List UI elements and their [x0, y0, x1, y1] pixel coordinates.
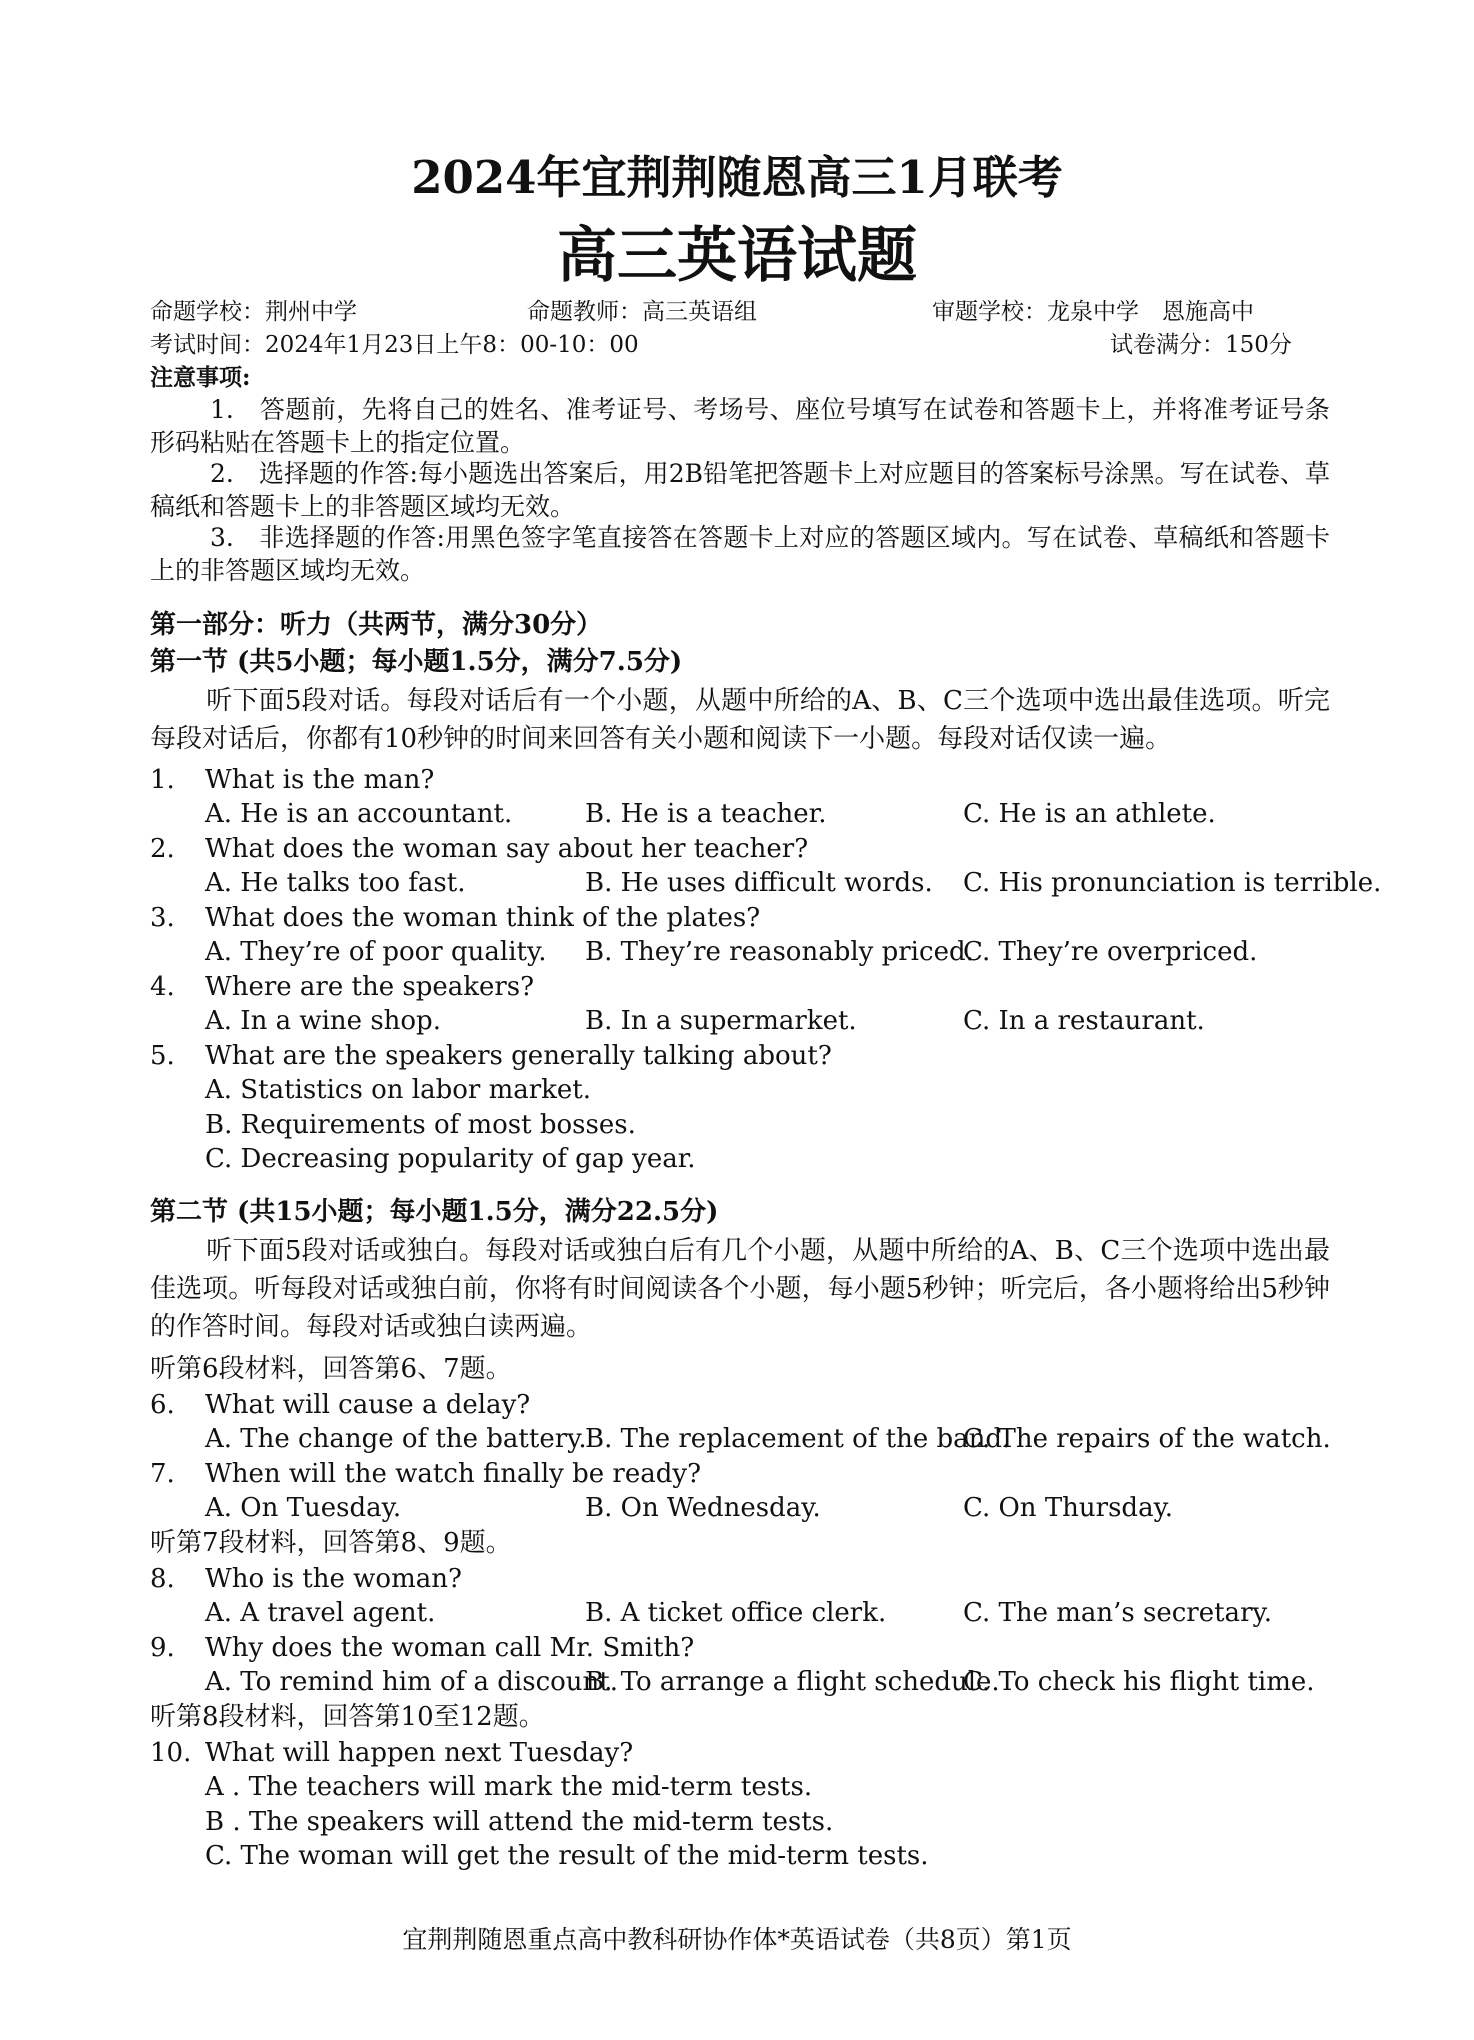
option-c: C. On Thursday. [963, 1493, 1174, 1523]
option-a: A. In a wine shop. [205, 1006, 441, 1036]
part1-heading: 第一部分：听力（共两节，满分30分） [150, 610, 603, 640]
material-8-note: 听第8段材料，回答第10至12题。 [150, 1702, 545, 1732]
option-c: C. They’re overpriced. [963, 937, 1258, 967]
notice-item-1: 1. 答题前，先将自己的姓名、准考证号、考场号、座位号填写在试卷和答题卡上，并将准考证号条形码粘贴在答题卡上的指定位置。 [150, 395, 1330, 457]
option-b: B. They’re reasonably priced. [585, 937, 974, 967]
option-b: B. In a supermarket. [585, 1006, 857, 1036]
section1-heading: 第一节 (共5小题；每小题1.5分，满分7.5分) [150, 647, 683, 677]
exam-subtitle: 高三英语试题 [557, 221, 917, 291]
question-text: What does the woman say about her teacher? [205, 834, 809, 864]
notice-item-3: 3. 非选择题的作答:用黑色签字笔直接答在答题卡上对应的答题区域内。写在试卷、草稿纸和答题卡上的非答题区域均无效。 [150, 523, 1330, 585]
option-b: B. Requirements of most bosses. [205, 1110, 636, 1140]
option-b: B. On Wednesday. [585, 1493, 821, 1523]
question-number: 10. [150, 1738, 192, 1768]
option-c: C. The man’s secretary. [963, 1598, 1272, 1628]
option-a: A . The teachers will mark the mid-term tests. [205, 1772, 813, 1802]
question-number: 7. [150, 1459, 175, 1489]
question-text: What does the woman think of the plates? [205, 903, 761, 933]
option-a: A. He talks too fast. [205, 868, 466, 898]
question-number: 3. [150, 903, 175, 933]
question-number: 8. [150, 1564, 175, 1594]
material-6-note: 听第6段材料，回答第6、7题。 [150, 1354, 512, 1384]
question-text: What will cause a delay? [205, 1390, 531, 1420]
question-number: 6. [150, 1390, 175, 1420]
question-number: 1. [150, 765, 175, 795]
option-b: B. The replacement of the band. [585, 1424, 1011, 1454]
option-c: C. He is an athlete. [963, 799, 1216, 829]
section1-instructions: 听下面5段对话。每段对话后有一个小题，从题中所给的A、B、C三个选项中选出最佳选项。听完每段对话后，你都有10秒钟的时间来回答有关小题和阅读下一小题。每段对话仅读一遍。 [150, 686, 1330, 754]
option-a: A. Statistics on labor market. [205, 1075, 592, 1105]
question-text: What are the speakers generally talking about? [205, 1041, 832, 1071]
setter-teacher: 命题教师：高三英语组 [527, 299, 757, 325]
option-c: C. To check his flight time. [963, 1667, 1315, 1697]
question-text: What will happen next Tuesday? [205, 1738, 634, 1768]
review-schools: 审题学校：龙泉中学 恩施高中 [932, 299, 1254, 325]
question-text: Where are the speakers? [205, 972, 535, 1002]
option-c: C. In a restaurant. [963, 1006, 1205, 1036]
notice-item-2: 2. 选择题的作答:每小题选出答案后，用2B铅笔把答题卡上对应题目的答案标号涂黑。写在试卷、草稿纸和答题卡上的非答题区域均无效。 [150, 459, 1330, 521]
option-a: A. The change of the battery. [205, 1424, 587, 1454]
option-a: A. He is an accountant. [205, 799, 513, 829]
option-a: A. On Tuesday. [205, 1493, 402, 1523]
option-a: A. A travel agent. [205, 1598, 436, 1628]
material-7-note: 听第7段材料，回答第8、9题。 [150, 1528, 512, 1558]
exam-title: 2024年宜荆荆随恩高三1月联考 [411, 151, 1063, 204]
question-text: Who is the woman? [205, 1564, 462, 1594]
section2-instructions: 听下面5段对话或独白。每段对话或独白后有几个小题，从题中所给的A、B、C三个选项中选出最佳选项。听每段对话或独白前，你将有时间阅读各个小题，每小题5秒钟；听完后，各小题将给出5秒钟的作答时间。每段对话或独白读两遍。 [150, 1236, 1330, 1342]
question-number: 4. [150, 972, 175, 1002]
option-a: A. To remind him of a discount. [205, 1667, 618, 1697]
option-b: B. He uses difficult words. [585, 868, 933, 898]
option-c: C. The woman will get the result of the mid-term tests. [205, 1841, 929, 1871]
full-score: 试卷满分：150分 [1110, 332, 1292, 358]
question-text: Why does the woman call Mr. Smith? [205, 1633, 695, 1663]
option-b: B . The speakers will attend the mid-term tests. [205, 1807, 834, 1837]
exam-time: 考试时间：2024年1月23日上午8：00-10：00 [150, 332, 639, 358]
option-b: B. A ticket office clerk. [585, 1598, 887, 1628]
option-c: C. Decreasing popularity of gap year. [205, 1144, 696, 1174]
question-number: 5. [150, 1041, 175, 1071]
option-a: A. They’re of poor quality. [205, 937, 547, 967]
question-number: 9. [150, 1633, 175, 1663]
page-footer: 宜荆荆随恩重点高中教科研协作体*英语试卷（共8页）第1页 [402, 1925, 1072, 1954]
option-c: C. His pronunciation is terrible. [963, 868, 1382, 898]
question-text: What is the man? [205, 765, 435, 795]
option-c: C. The repairs of the watch. [963, 1424, 1331, 1454]
option-b: B. He is a teacher. [585, 799, 827, 829]
setter-school: 命题学校：荆州中学 [150, 299, 357, 325]
section2-heading: 第二节 (共15小题；每小题1.5分，满分22.5分) [150, 1197, 719, 1227]
question-text: When will the watch finally be ready? [205, 1459, 702, 1489]
option-b: B. To arrange a flight schedule. [585, 1667, 1000, 1697]
question-number: 2. [150, 834, 175, 864]
notice-heading: 注意事项: [150, 364, 251, 391]
